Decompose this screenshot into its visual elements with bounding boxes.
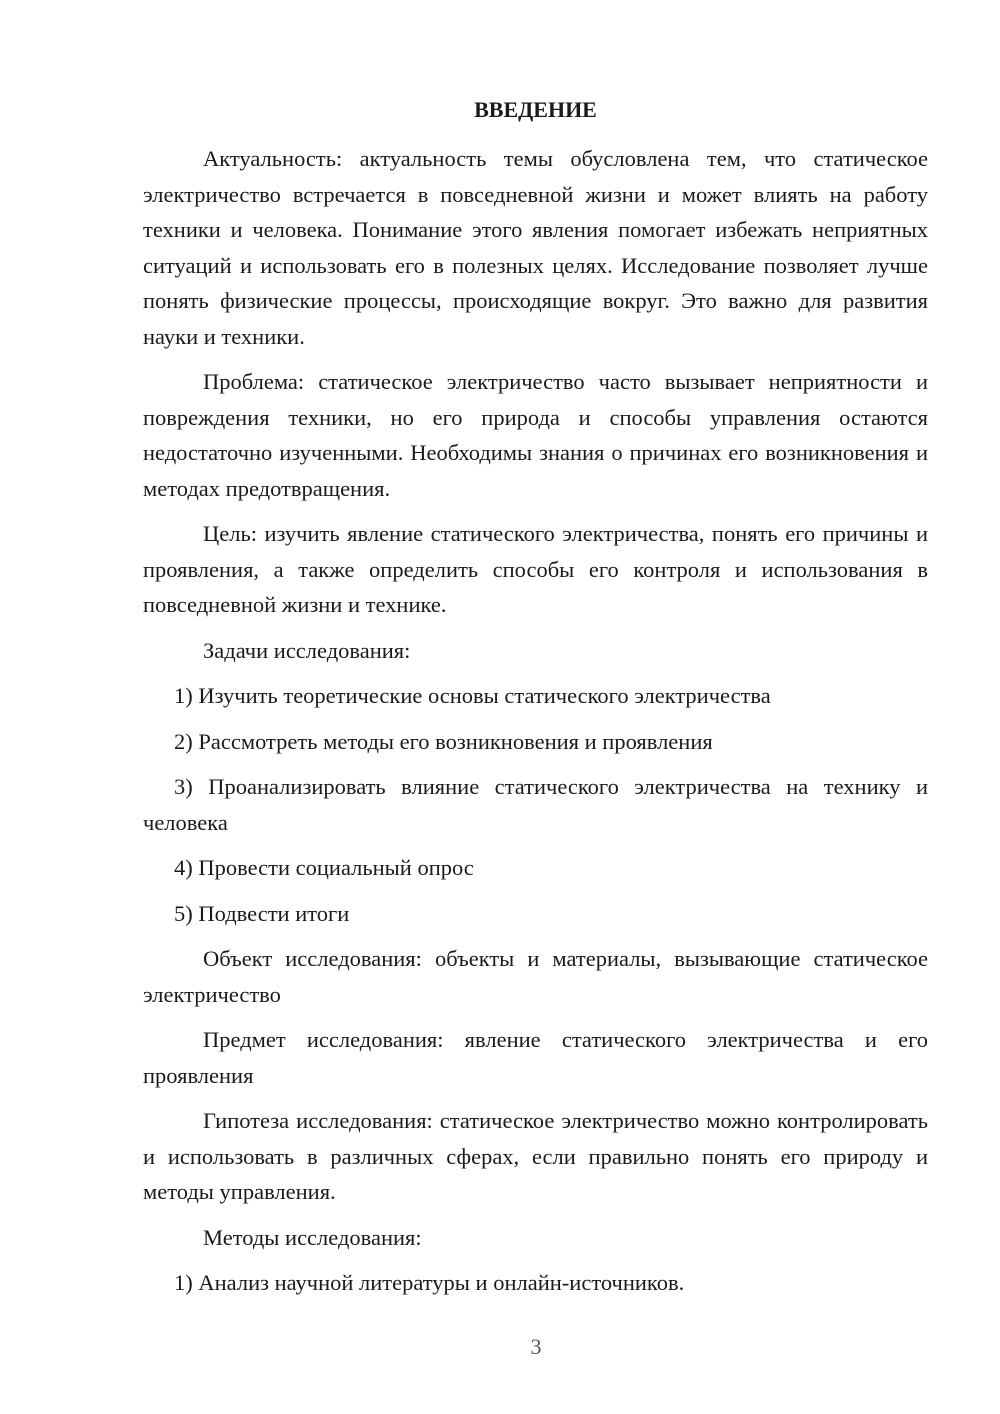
problem-paragraph: Проблема: статическое электричество часто вызывает неприятности и повреждения техники, но его природа и способы управления остаются недостаточно изученными. Необходимы знания о причинах его возникновения и методах предотвращения. [143,369,928,501]
methods-heading: Методы исследования: [203,1224,422,1250]
task-item: 2) Рассмотреть методы его возникновения и проявления [174,728,713,754]
task-item: 5) Подвести итоги [174,900,350,926]
task-item: 4) Провести социальный опрос [174,855,474,880]
document-page [143,94,928,1301]
relevance-paragraph: Актуальность: актуальность темы обусловлена тем, что статическое электричество встречается в повседневной жизни и может влиять на работу техники и человека. Понимание этого явления помогает избежать неприятных ситуаций и использовать его в полезных целях. Исследование позволяет лучше понять физические процессы, происходящие вокруг. Это важно для развития науки и техники. [143,146,928,349]
tasks-heading: Задачи исследования: [203,637,411,663]
page-title: ВВЕДЕНИЕ [474,97,597,122]
object-paragraph: Объект исследования: объекты и материалы, вызывающие статическое электричество [143,946,928,1007]
task-item: 1) Изучить теоретические основы статического электричества [174,683,771,708]
goal-paragraph: Цель: изучить явление статического электричества, понять его причины и проявления, а также определить способы его контроля и использования в повседневной жизни и технике. [143,521,928,617]
method-item: 1) Анализ научной литературы и онлайн-источников. [174,1270,685,1295]
hypothesis-paragraph: Гипотеза исследования: статическое электричество можно контролировать и использовать в различных сферах, если правильно понять его природу и методы управления. [143,1108,928,1204]
task-item: 3) Проанализировать влияние статического электричества на технику и человека [143,774,928,835]
subject-paragraph: Предмет исследования: явление статического электричества и его проявления [143,1027,928,1088]
page-number: 3 [530,1334,542,1359]
